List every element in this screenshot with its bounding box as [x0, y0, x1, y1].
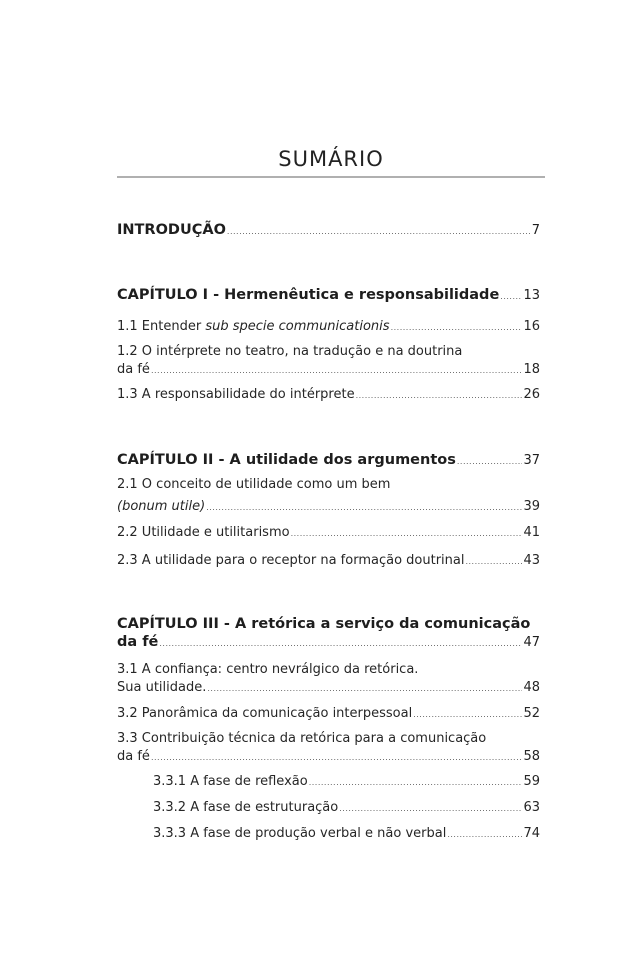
leader-dots — [391, 319, 523, 337]
toc-entry-1-2[interactable] — [117, 343, 540, 380]
toc-entry-title: CAPÍTULO II - A utilidade dos argumentos — [117, 452, 456, 468]
toc-page-number: 16 — [523, 319, 540, 334]
toc-entry-title: 3.3.3 A fase de produção verbal e não verbal — [153, 826, 447, 841]
toc-entry-title-line2: da fé — [117, 634, 159, 650]
toc-entry-2-3[interactable] — [117, 552, 540, 571]
toc-entry-2-2[interactable] — [117, 524, 540, 543]
toc-entry-title: 2.2 Utilidade e utilitarismo — [117, 525, 290, 540]
toc-entry-italic: sub specie communicationis — [205, 319, 390, 334]
page-title: SUMÁRIO — [278, 147, 384, 171]
leader-dots — [206, 499, 522, 517]
toc-entry-title-line1: CAPÍTULO III - A retórica a serviço da comunicação — [117, 616, 531, 632]
toc-page-number: 47 — [523, 635, 540, 650]
toc-entry-title-line1: 2.1 O conceito de utilidade como um bem — [117, 477, 391, 492]
toc-entry-title: CAPÍTULO I - Hermenêutica e responsabilidade — [117, 287, 500, 303]
toc-page-number: 58 — [523, 749, 540, 764]
leader-dots — [413, 706, 522, 724]
toc-page-number: 13 — [523, 288, 540, 303]
toc-page-number: 43 — [523, 553, 540, 568]
toc-page-number: 18 — [523, 362, 540, 377]
toc-page-number: 74 — [523, 826, 540, 841]
toc-entry-prefix: 1.1 Entender — [117, 319, 206, 334]
toc-entry-title-line1: 1.2 O intérprete no teatro, na tradução e na doutrina — [117, 344, 463, 359]
toc-page-number: 63 — [523, 800, 540, 815]
leader-dots — [309, 774, 523, 792]
toc-page-number: 41 — [523, 525, 540, 540]
toc-entry-title-line1: 3.1 A confiança: centro nevrálgico da retórica. — [117, 662, 419, 677]
toc-page-number: 48 — [523, 680, 540, 695]
toc-entry-title: 1.3 A responsabilidade do intérprete — [117, 387, 355, 402]
leader-dots — [151, 749, 523, 767]
toc-entry-title-line2: Sua utilidade. — [117, 680, 207, 695]
leader-dots — [500, 288, 522, 306]
toc-entry-3-3-1[interactable] — [153, 773, 540, 792]
title-divider — [117, 176, 545, 178]
leader-dots — [356, 387, 523, 405]
toc-entry-title: 2.3 A utilidade para o receptor na formação doutrinal — [117, 553, 465, 568]
toc-entry-3-1[interactable] — [117, 661, 540, 698]
toc-entry-chapter-3[interactable] — [117, 615, 540, 653]
leader-dots — [207, 680, 522, 698]
leader-dots — [465, 553, 522, 571]
leader-dots — [339, 800, 522, 818]
toc-entry-3-3-2[interactable] — [153, 799, 540, 818]
toc-entry-title-line2: (bonum utile) — [117, 499, 206, 514]
toc-entry-title — [117, 318, 390, 336]
leader-dots — [447, 826, 522, 844]
toc-entry-chapter-2[interactable] — [117, 451, 540, 471]
toc-page-number: 7 — [531, 223, 540, 238]
toc-page-number: 37 — [523, 453, 540, 468]
toc-entry-introduction[interactable] — [117, 221, 540, 241]
toc-entry-1-1[interactable] — [117, 318, 540, 337]
toc-entry-title: 3.3.2 A fase de estruturação — [153, 800, 339, 815]
toc-page-number: 26 — [523, 387, 540, 402]
toc-page-number: 52 — [523, 706, 540, 721]
toc-entry-title: 3.2 Panorâmica da comunicação interpessoal — [117, 706, 413, 721]
toc-entry-3-2[interactable] — [117, 705, 540, 724]
toc-entry-title: 3.3.1 A fase de reflexão — [153, 774, 308, 789]
toc-entry-3-3-3[interactable] — [153, 825, 540, 844]
toc-entry-chapter-1[interactable] — [117, 286, 540, 306]
leader-dots — [291, 525, 523, 543]
toc-entry-title-line1: 3.3 Contribuição técnica da retórica para a comunicação — [117, 731, 487, 746]
toc-entry-title-line2: da fé — [117, 362, 150, 377]
toc-entry-2-1[interactable] — [117, 476, 540, 517]
toc-entry-title-line2: da fé — [117, 749, 150, 764]
leader-dots — [457, 453, 523, 471]
toc-entry-3-3[interactable] — [117, 730, 540, 767]
leader-dots — [151, 362, 523, 380]
toc-entry-1-3[interactable] — [117, 386, 540, 405]
leader-dots — [227, 223, 531, 241]
toc-page-number: 39 — [523, 499, 540, 514]
toc-entry-title: INTRODUÇÃO — [117, 222, 226, 238]
leader-dots — [159, 635, 522, 653]
toc-page-number: 59 — [523, 774, 540, 789]
